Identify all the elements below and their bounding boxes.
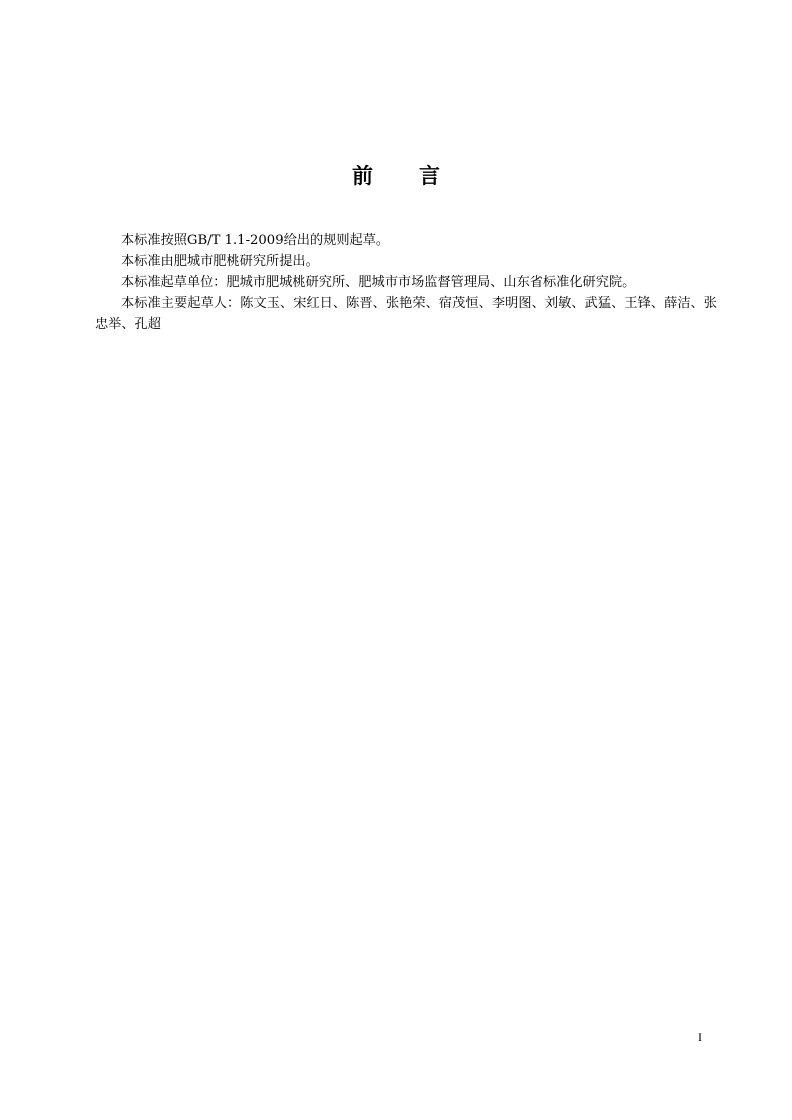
paragraph-proposer: 本标准由肥城市肥桃研究所提出。 <box>121 254 319 269</box>
title-char-2: 言 <box>419 164 440 188</box>
paragraph-drafting-rules: 本标准按照GB/T 1.1-2009给出的规则起草。 <box>121 233 390 248</box>
page-number: I <box>698 1030 702 1044</box>
foreword-body <box>95 230 717 335</box>
title-char-1: 前 <box>352 164 373 188</box>
paragraph-drafting-units: 本标准起草单位：肥城市肥城桃研究所、肥城市市场监督管理局、山东省标准化研究院。 <box>121 275 636 290</box>
page-title <box>0 160 792 190</box>
paragraph-drafters: 本标准主要起草人：陈文玉、宋红日、陈晋、张艳荣、宿茂恒、李明图、刘敏、武猛、王锋、薛洁、张忠举、孔超 <box>95 296 717 332</box>
